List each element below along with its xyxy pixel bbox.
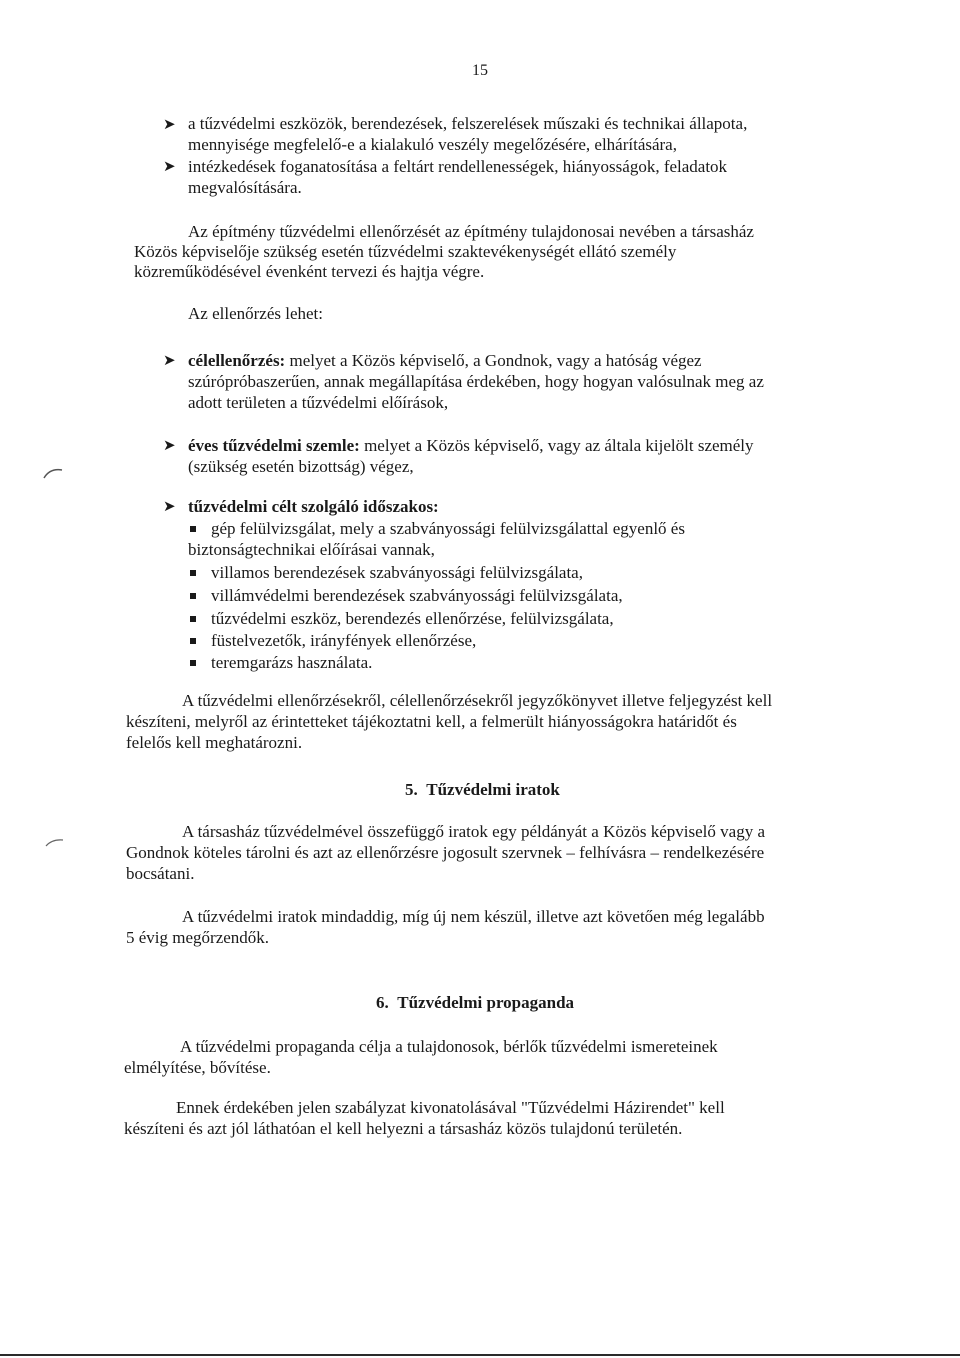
text-line: készíteni, melyről az érintetteket tájékoztatni kell, a felmerült hiányosságokra határidőt és — [126, 712, 737, 731]
section-number: 6. — [376, 993, 389, 1012]
section-title: Tűzvédelmi propaganda — [397, 993, 575, 1012]
text-line: elmélyítése, bővítése. — [124, 1058, 271, 1077]
list-item — [188, 350, 838, 413]
text-line: szúrópróbaszerűen, annak megállapítása érdekében, hogy hogyan valósulnak meg az — [188, 372, 764, 391]
text-line: melyet a Közös képviselő, vagy az általa kijelölt személy — [359, 436, 754, 455]
text-line: (szükség esetén bizottság) végez, — [188, 457, 414, 476]
arrow-bullet-icon: ➤ — [163, 157, 176, 175]
section-heading — [405, 779, 560, 800]
arrow-bullet-icon: ➤ — [163, 497, 176, 515]
text-line: közreműködésével évenként tervezi és hajtja végre. — [134, 262, 485, 281]
intro-text: Az ellenőrzés lehet: — [188, 304, 323, 323]
square-bullet-icon — [190, 593, 196, 599]
text-line: biztonságtechnikai előírásai vannak, — [188, 540, 435, 559]
text-line: bocsátani. — [126, 864, 195, 883]
list-item — [211, 608, 614, 629]
text-line: gép felülvizsgálat, mely a szabványossági felülvizsgálattal egyenlő és — [211, 519, 685, 538]
list-item — [188, 156, 837, 198]
text-line: tűzvédelmi eszköz, berendezés ellenőrzése, felülvizsgálata, — [211, 609, 614, 628]
list-item — [188, 435, 838, 477]
arrow-bullet-icon: ➤ — [163, 351, 176, 369]
text-line: villamos berendezések szabványossági felülvizsgálata, — [211, 563, 583, 582]
term: éves tűzvédelmi szemle: — [188, 436, 360, 455]
scan-mark-icon — [44, 836, 66, 848]
paragraph — [134, 222, 838, 282]
term: célellenőrzés: — [188, 351, 286, 370]
justified-line — [188, 113, 837, 134]
text-line: intézkedések foganatosítása a feltárt rendellenességek, hiányosságok, feladatok — [188, 157, 728, 176]
scan-mark-icon — [42, 466, 66, 480]
square-bullet-icon — [190, 660, 196, 666]
list-item — [211, 652, 372, 673]
list-item — [188, 496, 439, 517]
section-number: 5. — [405, 780, 418, 799]
text-line: készíteni és azt jól láthatóan el kell helyezni a társasház közös tulajdonú területén. — [124, 1119, 683, 1138]
text-line: füstelvezetők, irányfények ellenőrzése, — [211, 631, 477, 650]
text-line: A tűzvédelmi propaganda célja a tulajdonosok, bérlők tűzvédelmi ismereteinek — [180, 1037, 718, 1056]
square-bullet-icon — [190, 638, 196, 644]
text-line: teremgarázs használata. — [211, 653, 373, 672]
section-heading — [376, 992, 574, 1013]
text-line: mennyisége megfelelő-e a kialakuló veszély megelőzésére, elhárítására, — [188, 135, 677, 154]
list-item — [188, 113, 837, 155]
text-line: 5 évig megőrzendők. — [126, 928, 270, 947]
text-line: Gondnok köteles tárolni és azt az ellenőrzésre jogosult szervnek – felhívásra – rendelkezésére — [126, 843, 765, 862]
list-item — [211, 518, 836, 539]
list-item — [211, 630, 476, 651]
term: tűzvédelmi célt szolgáló időszakos: — [188, 497, 439, 516]
list-item — [211, 585, 623, 606]
paragraph — [124, 1036, 834, 1078]
scan-edge-line — [0, 1354, 960, 1356]
text-line: melyet a Közös képviselő, a Gondnok, vagy a hatóság végez — [285, 351, 702, 370]
list-item — [211, 562, 583, 583]
paragraph — [126, 690, 831, 753]
text-line: megvalósítására. — [188, 178, 302, 197]
square-bullet-icon — [190, 616, 196, 622]
arrow-bullet-icon: ➤ — [163, 436, 176, 454]
text-line: A tűzvédelmi iratok mindaddig, míg új nem készül, illetve azt követően még legalább — [182, 907, 765, 926]
paragraph — [126, 906, 836, 948]
text-line: A társasház tűzvédelmével összefüggő iratok egy példányát a Közös képviselő vagy a — [182, 822, 765, 841]
section-title: Tűzvédelmi iratok — [426, 780, 560, 799]
text-line: A tűzvédelmi ellenőrzésekről, célellenőrzésekről jegyzőkönyvet illetve feljegyzést kell — [182, 691, 773, 710]
text-line: Az építmény tűzvédelmi ellenőrzését az építmény tulajdonosai nevében a társasház — [188, 222, 754, 241]
text-line: Ennek érdekében jelen szabályzat kivonatolásával "Tűzvédelmi Házirendet" kell — [176, 1098, 725, 1117]
arrow-bullet-icon: ➤ — [163, 115, 176, 133]
page-number: 15 — [472, 62, 488, 79]
square-bullet-icon — [190, 570, 196, 576]
square-bullet-icon — [190, 526, 196, 532]
text-line: villámvédelmi berendezések szabványossági felülvizsgálata, — [211, 586, 623, 605]
text-line: a tűzvédelmi eszközök, berendezések, felszerelések műszaki és technikai állapota, — [188, 114, 748, 133]
list-item-continuation — [188, 539, 435, 560]
paragraph — [126, 821, 836, 884]
text-line: felelős kell meghatározni. — [126, 733, 303, 752]
paragraph — [124, 1097, 834, 1139]
text-line: Közös képviselője szükség esetén tűzvédelmi szaktevékenységét ellátó személy — [134, 242, 677, 261]
text-line: adott területen a tűzvédelmi előírások, — [188, 393, 449, 412]
